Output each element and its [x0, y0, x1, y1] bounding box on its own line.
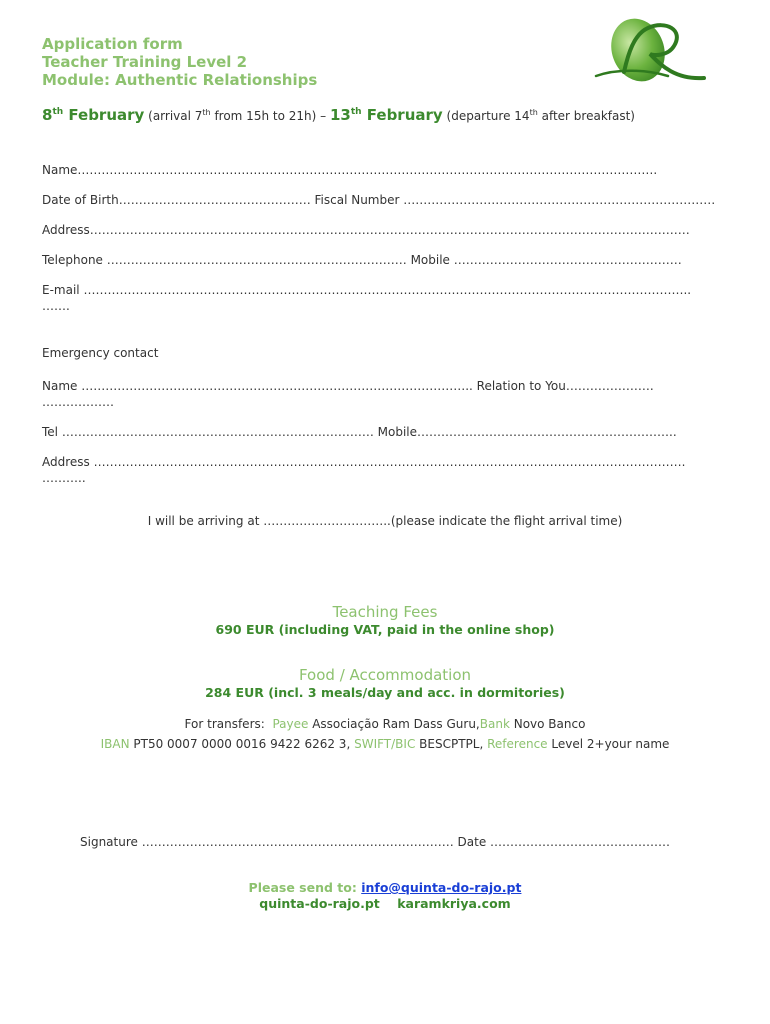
- transfer-payee-line: For transfers: Payee Associação Ram Dass Guru,Bank Novo Banco: [184, 717, 586, 731]
- send-to-line: Please send to: info@quinta-do-rajo.pt: [248, 880, 522, 895]
- email-link[interactable]: info@quinta-do-rajo.pt: [361, 880, 522, 895]
- name-field[interactable]: Name……………………………………………………………………………………………………………………………….: [42, 163, 658, 177]
- emergency-heading: Emergency contact: [42, 346, 159, 360]
- dob-fiscal-field[interactable]: Date of Birth………………………………………… Fiscal Number ……………………………………………………………………: [42, 193, 716, 207]
- email-field[interactable]: E-mail …………………………………………………………………………………………………………………………………….. …….: [42, 283, 692, 313]
- food-accommodation-title: Food / Accommodation: [298, 666, 472, 684]
- form-header: [42, 35, 317, 89]
- transfer-iban-line: IBAN PT50 0007 0000 0016 9422 6262 3, SWIFT/BIC BESCPTPL, Reference Level 2+your name: [100, 737, 670, 751]
- quinta-do-rajo-logo: [588, 14, 710, 88]
- course-dates: 8th February (arrival 7th from 15h to 21h) – 13th February (departure 14th after breakfast): [42, 106, 635, 124]
- emergency-address-field[interactable]: Address …………………………………………………………………………………………………………………………………. ………..: [42, 455, 686, 485]
- address-field[interactable]: Address……………………………………………………………………………………………………………………………………: [42, 223, 690, 237]
- website-quinta[interactable]: quinta-do-rajo.pt: [259, 896, 380, 911]
- header-module: Module: Authentic Relationships: [42, 71, 318, 89]
- website-links: [0, 896, 770, 911]
- header-title: Application form: [42, 35, 183, 53]
- teaching-fees-title: Teaching Fees: [332, 603, 438, 621]
- food-accommodation-amount: 284 EUR (incl. 3 meals/day and acc. in dormitories): [205, 685, 565, 700]
- website-karamkriya[interactable]: karamkriya.com: [397, 896, 511, 911]
- telephone-mobile-field[interactable]: Telephone ………………………………………………………………… Mobile …………………………………………………: [42, 253, 682, 267]
- header-course: Teacher Training Level 2: [42, 53, 248, 71]
- emergency-tel-field[interactable]: Tel …………………………………………………………………… Mobile………………………………………………………..: [42, 425, 677, 439]
- signature-date-field[interactable]: Signature …………………………………………………………………… Date ………………………………………: [80, 835, 671, 849]
- emergency-name-field[interactable]: Name …………………………………………………………………………………….. Relation to You…………………. ………………: [42, 379, 654, 409]
- arrival-time-field[interactable]: I will be arriving at …………………………..(please indicate the flight arrival time): [147, 514, 623, 528]
- teaching-fees-amount: 690 EUR (including VAT, paid in the online shop): [215, 622, 555, 637]
